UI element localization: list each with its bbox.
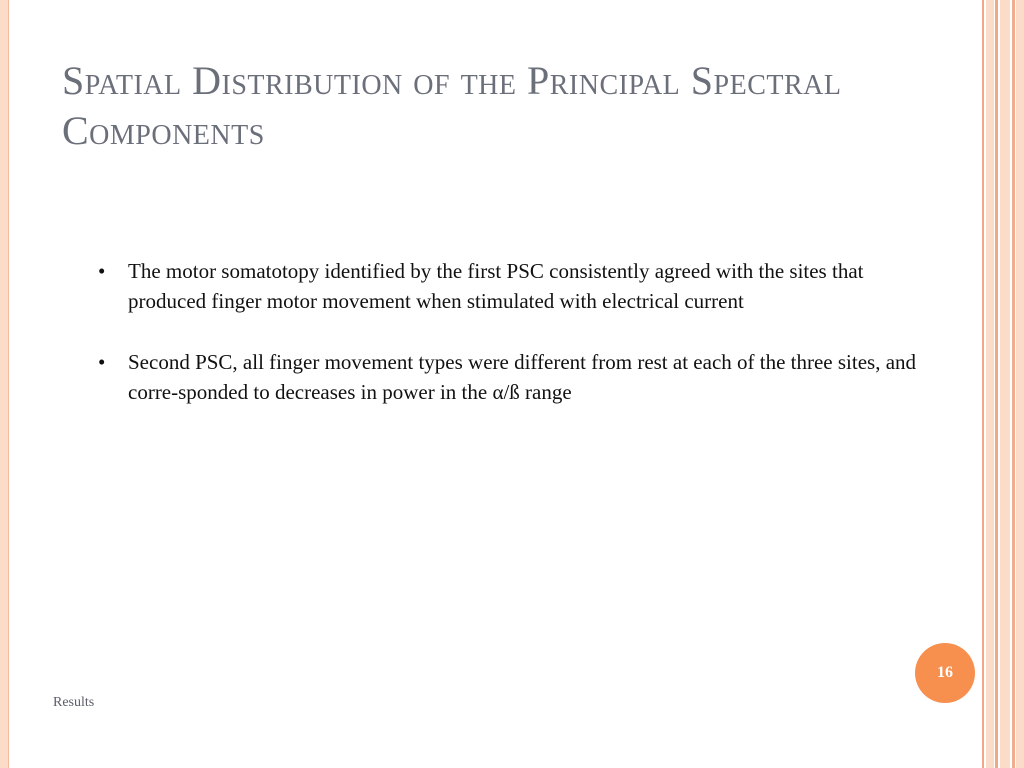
bullet-list: [96, 256, 926, 438]
stripe: [995, 0, 998, 768]
footer-section-label: Results: [53, 695, 95, 710]
bullet-marker: •: [98, 350, 106, 374]
bullet-text: The motor somatotopy identified by the first PSC consistently agreed with the sites that produced finger motor movement when stimulated with electrical current: [128, 259, 864, 313]
left-decorative-border: [0, 0, 9, 768]
slide-title: Spatial Distribution of the Principal Spectral Components: [62, 58, 842, 153]
stripe: [982, 0, 984, 768]
stripe: [1000, 0, 1010, 768]
stripe: [1012, 0, 1015, 768]
bullet-item: [96, 256, 926, 316]
page-number: 16: [937, 664, 953, 681]
bullet-marker: •: [98, 259, 106, 283]
bullet-item: [96, 347, 926, 407]
bullet-text: Second PSC, all finger movement types were different from rest at each of the three sites, and corre-sponded to decreases in power in the α/ß range: [128, 350, 917, 404]
right-decorative-stripes: [976, 0, 1024, 768]
stripe: [986, 0, 994, 768]
stripe: [1016, 0, 1024, 768]
page-number-badge: [915, 643, 975, 703]
